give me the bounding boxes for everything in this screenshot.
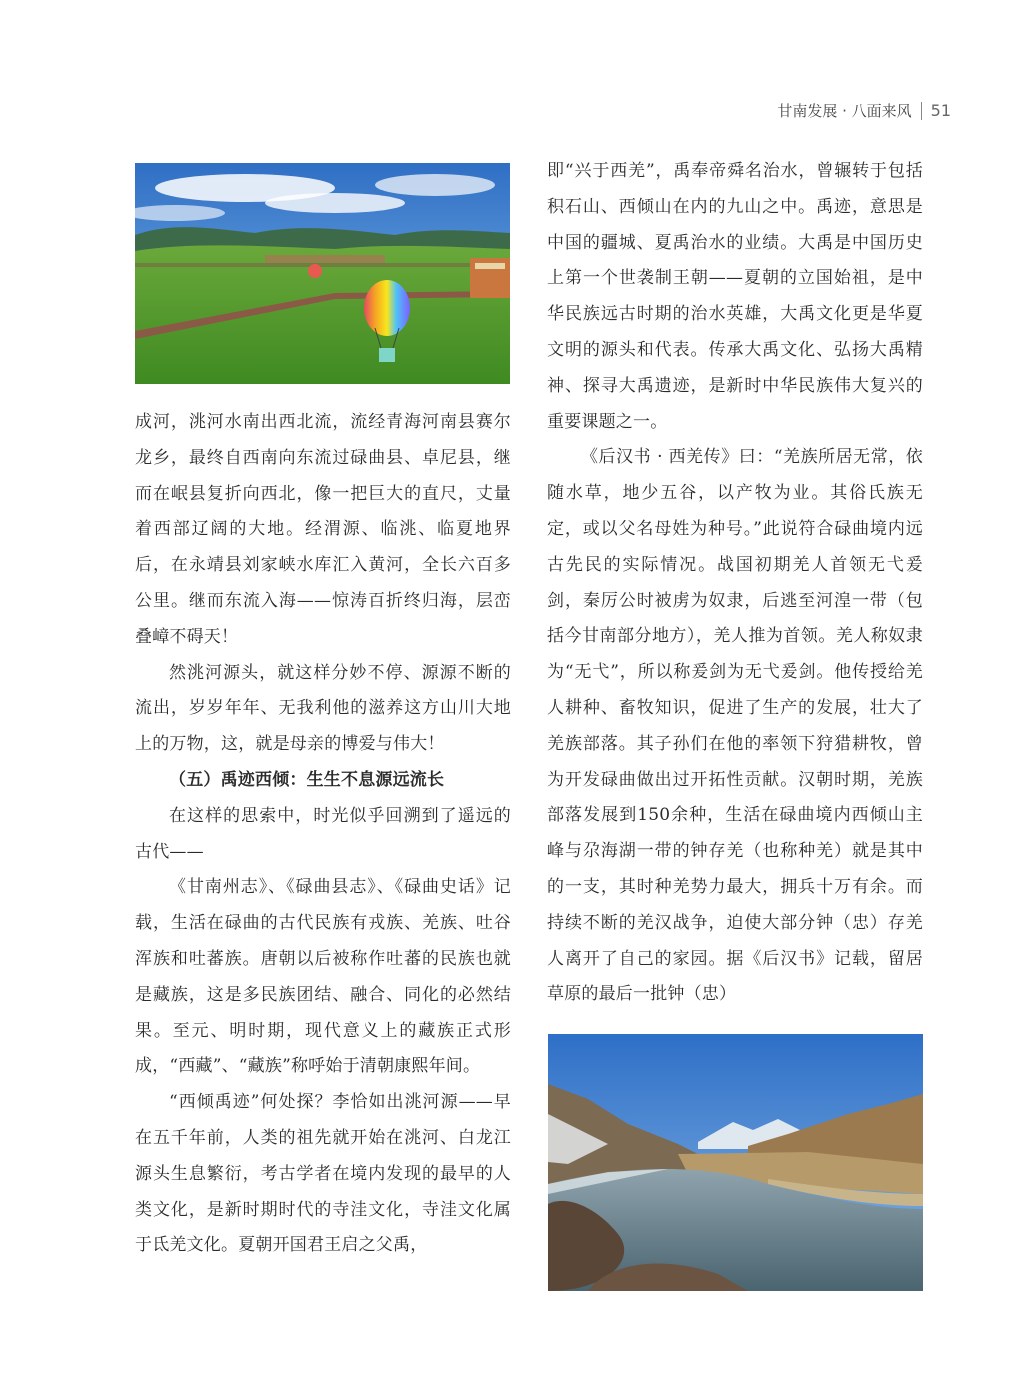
paragraph: “西倾禹迹”何处探？李恰如出洮河源——早在五千年前，人类的祖先就开始在洮河、白龙江源头生息繁衍，考古学者在境内发现的最早的人类文化，是新时期时代的寺洼文化，寺洼文化属于氐羌文化。夏朝开国君王启之父禹， (135, 1092, 511, 1256)
paragraph: 《后汉书 · 西羌传》曰：“羌族所居无常，依随水草，地少五谷，以产牧为业。其俗氏族无定，或以父名母姓为种号。”此说符合碌曲境内远古先民的实际情况。战国初期羌人首领无弋爰剑，秦厉公时被虏为奴隶，后逃至河湟一带（包括今甘南部分地方），羌人推为首领。羌人称奴隶为“无弋”，所以称爰剑为无弋爰剑。他传授给羌人耕种、畜牧知识，促进了生产的发展，壮大了羌族部落。其子孙们在他的率领下狩猎耕牧，曾为开发碌曲做出过开拓性贡献。汉朝时期，羌族部落发展到150余种，生活在碌曲境内西倾山主峰与尕海湖一带的钟存羌（也称种羌）就是其中的一支，其时种羌势力最大，拥兵十万有余。而持续不断的羌汉战争，迫使大部分钟（忠）存羌人离开了自己的家园。据《后汉书》记载，留居草原的最后一批钟（忠） (547, 447, 923, 1005)
paragraph: 《甘南州志》、《碌曲县志》、《碌曲史话》记载，生活在碌曲的古代民族有戎族、羌族、吐谷浑族和吐蕃族。唐朝以后被称作吐蕃的民族也就是藏族，这是多民族团结、融合、同化的必然结果。至元、明时期，现代意义上的藏族正式形成，“西藏”、“藏族”称呼始于清朝康熙年间。 (135, 877, 511, 1077)
paragraph: 在这样的思索中，时光似乎回溯到了遥远的古代—— (135, 805, 511, 862)
right-text-column (547, 154, 923, 1013)
header-divider (921, 102, 922, 120)
grassland-balloon-photo (135, 163, 510, 384)
section-heading: （五）禹迹西倾：生生不息源远流长 (169, 769, 445, 790)
page-number: 51 (930, 101, 951, 120)
paragraph: 即“兴于西羌”，禹奉帝舜名治水，曾辗转于包括积石山、西倾山在内的九山之中。禹迹，意思是中国的疆城、夏禹治水的业绩。大禹是中国历史上第一个世袭制王朝——夏朝的立国始祖，是中华民族远古时期的治水英雄，大禹文化更是华夏文明的源头和代表。传承大禹文化、弘扬大禹精神、探寻大禹遗迹，是新时中华民族伟大复兴的重要课题之一。 (547, 161, 923, 432)
paragraph: 成河，洮河水南出西北流，流经青海河南县赛尔龙乡，最终自西南向东流过碌曲县、卓尼县，继而在岷县复折向西北，像一把巨大的直尺，丈量着西部辽阔的大地。经渭源、临洮、临夏地界后，在永靖县刘家峡水库汇入黄河，全长六百多公里。继而东流入海——惊涛百折终归海，层峦叠嶂不碍天！ (135, 412, 511, 647)
left-text-column (135, 405, 511, 1264)
paragraph: 然洮河源头，就这样分妙不停、源源不断的流出，岁岁年年、无我利他的滋养这方山川大地上的万物，这，就是母亲的博爱与伟大！ (135, 662, 511, 755)
running-header (777, 100, 951, 121)
river-valley-photo (548, 1034, 923, 1291)
section-title: 甘南发展 · 八面来风 (777, 102, 912, 120)
